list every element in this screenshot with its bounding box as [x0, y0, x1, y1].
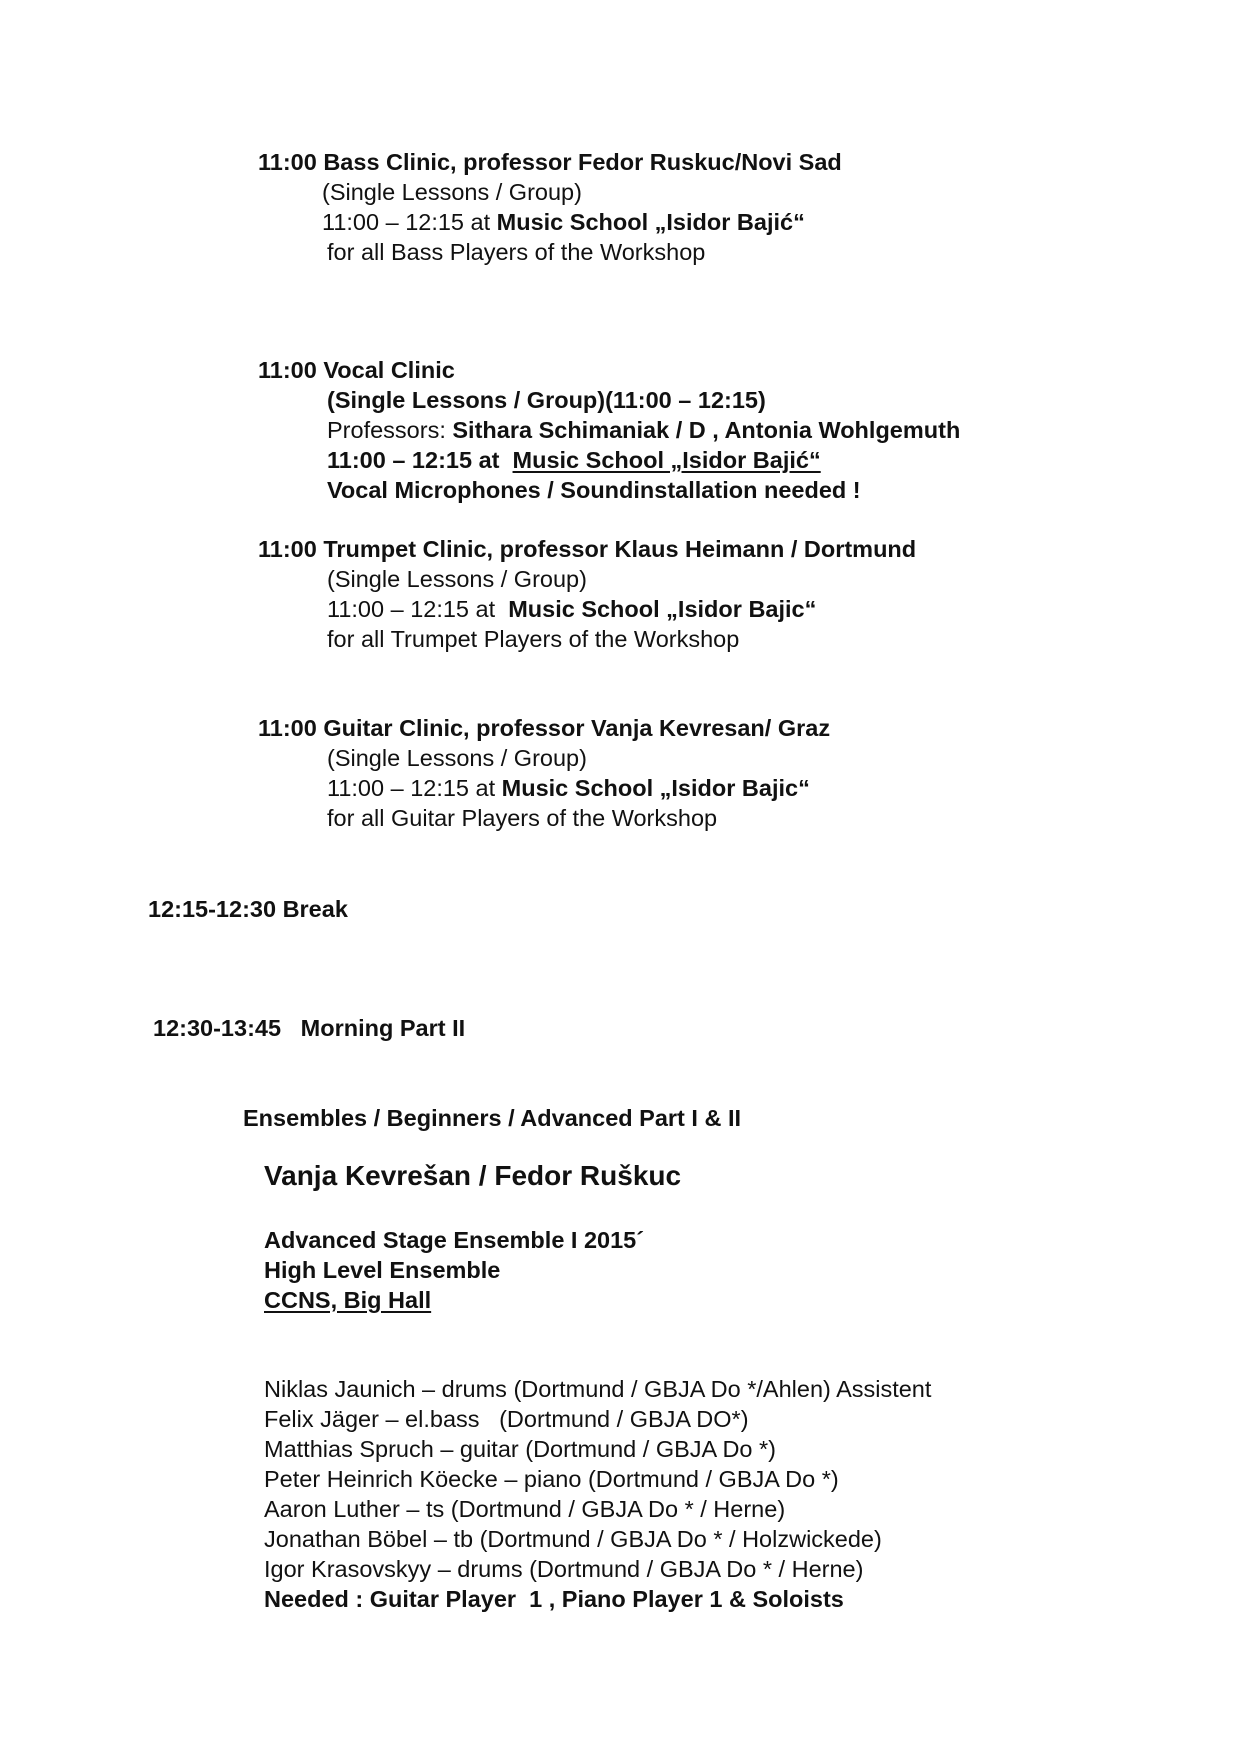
- bass-clinic-format: (Single Lessons / Group): [322, 179, 582, 205]
- guitar-clinic-time: 11:00 – 12:15 at: [327, 775, 502, 801]
- trumpet-clinic-format: (Single Lessons / Group): [327, 566, 587, 592]
- bass-clinic-time: 11:00 – 12:15 at: [322, 209, 497, 235]
- vocal-clinic-time: 11:00 – 12:15 at: [327, 447, 506, 473]
- member-line: Jonathan Böbel – tb (Dortmund / GBJA Do * / Holzwickede): [264, 1526, 882, 1552]
- vocal-clinic-heading: 11:00 Vocal Clinic: [258, 357, 455, 383]
- morning-part-time: 12:30-13:45: [153, 1015, 282, 1041]
- ensemble-location: CCNS, Big Hall: [264, 1287, 432, 1313]
- morning-part-line: [153, 1017, 465, 1041]
- vocal-clinic-venue: Music School „Isidor Bajić“: [512, 447, 821, 473]
- guitar-clinic-audience: for all Guitar Players of the Workshop: [327, 805, 718, 831]
- vocal-clinic-note: Vocal Microphones / Soundinstallation needed !: [327, 477, 861, 503]
- ensemble-name: Advanced Stage Ensemble I 2015´: [264, 1227, 645, 1253]
- bass-clinic-time-line: [322, 211, 805, 235]
- break-line: 12:15-12:30 Break: [148, 896, 348, 922]
- trumpet-clinic-heading: 11:00 Trumpet Clinic, professor Klaus Heimann / Dortmund: [258, 536, 917, 562]
- vocal-clinic-professors-label: Professors:: [327, 417, 453, 443]
- member-line: Niklas Jaunich – drums (Dortmund / GBJA Do */Ahlen) Assistent: [264, 1376, 932, 1402]
- ensemble-level: High Level Ensemble: [264, 1257, 501, 1283]
- guitar-clinic-time-line: [327, 777, 810, 801]
- trumpet-clinic-venue: Music School „Isidor Bajic“: [508, 596, 817, 622]
- ensembles-heading: Ensembles / Beginners / Advanced Part I & II: [243, 1105, 742, 1131]
- guitar-clinic-venue: Music School „Isidor Bajic“: [501, 775, 810, 801]
- vocal-clinic-time-line: [327, 449, 821, 473]
- trumpet-clinic-time: 11:00 – 12:15 at: [327, 596, 502, 622]
- member-line: Felix Jäger – el.bass (Dortmund / GBJA DO*): [264, 1406, 749, 1432]
- member-line: Matthias Spruch – guitar (Dortmund / GBJA Do *): [264, 1436, 776, 1462]
- trumpet-clinic-audience: for all Trumpet Players of the Workshop: [327, 626, 740, 652]
- member-line: Igor Krasovskyy – drums (Dortmund / GBJA Do * / Herne): [264, 1556, 864, 1582]
- vocal-clinic-professors: [327, 419, 960, 443]
- member-line: Peter Heinrich Köecke – piano (Dortmund / GBJA Do *): [264, 1466, 839, 1492]
- vocal-clinic-professors-names: Sithara Schimaniak / D , Antonia Wohlgemuth: [452, 417, 961, 443]
- bass-clinic-venue: Music School „Isidor Bajić“: [496, 209, 805, 235]
- guitar-clinic-format: (Single Lessons / Group): [327, 745, 587, 771]
- needed-line: Needed : Guitar Player 1 , Piano Player 1 & Soloists: [264, 1586, 844, 1612]
- morning-part-label: Morning Part II: [300, 1015, 466, 1041]
- member-line: Aaron Luther – ts (Dortmund / GBJA Do * / Herne): [264, 1496, 786, 1522]
- ensemble-leaders: Vanja Kevrešan / Fedor Ruškuc: [264, 1160, 682, 1191]
- guitar-clinic-heading: 11:00 Guitar Clinic, professor Vanja Kevresan/ Graz: [258, 715, 831, 741]
- vocal-clinic-format: (Single Lessons / Group)(11:00 – 12:15): [327, 387, 766, 413]
- bass-clinic-audience: for all Bass Players of the Workshop: [327, 239, 706, 265]
- trumpet-clinic-time-line: [327, 598, 816, 622]
- bass-clinic-heading: 11:00 Bass Clinic, professor Fedor Ruskuc/Novi Sad: [258, 149, 842, 175]
